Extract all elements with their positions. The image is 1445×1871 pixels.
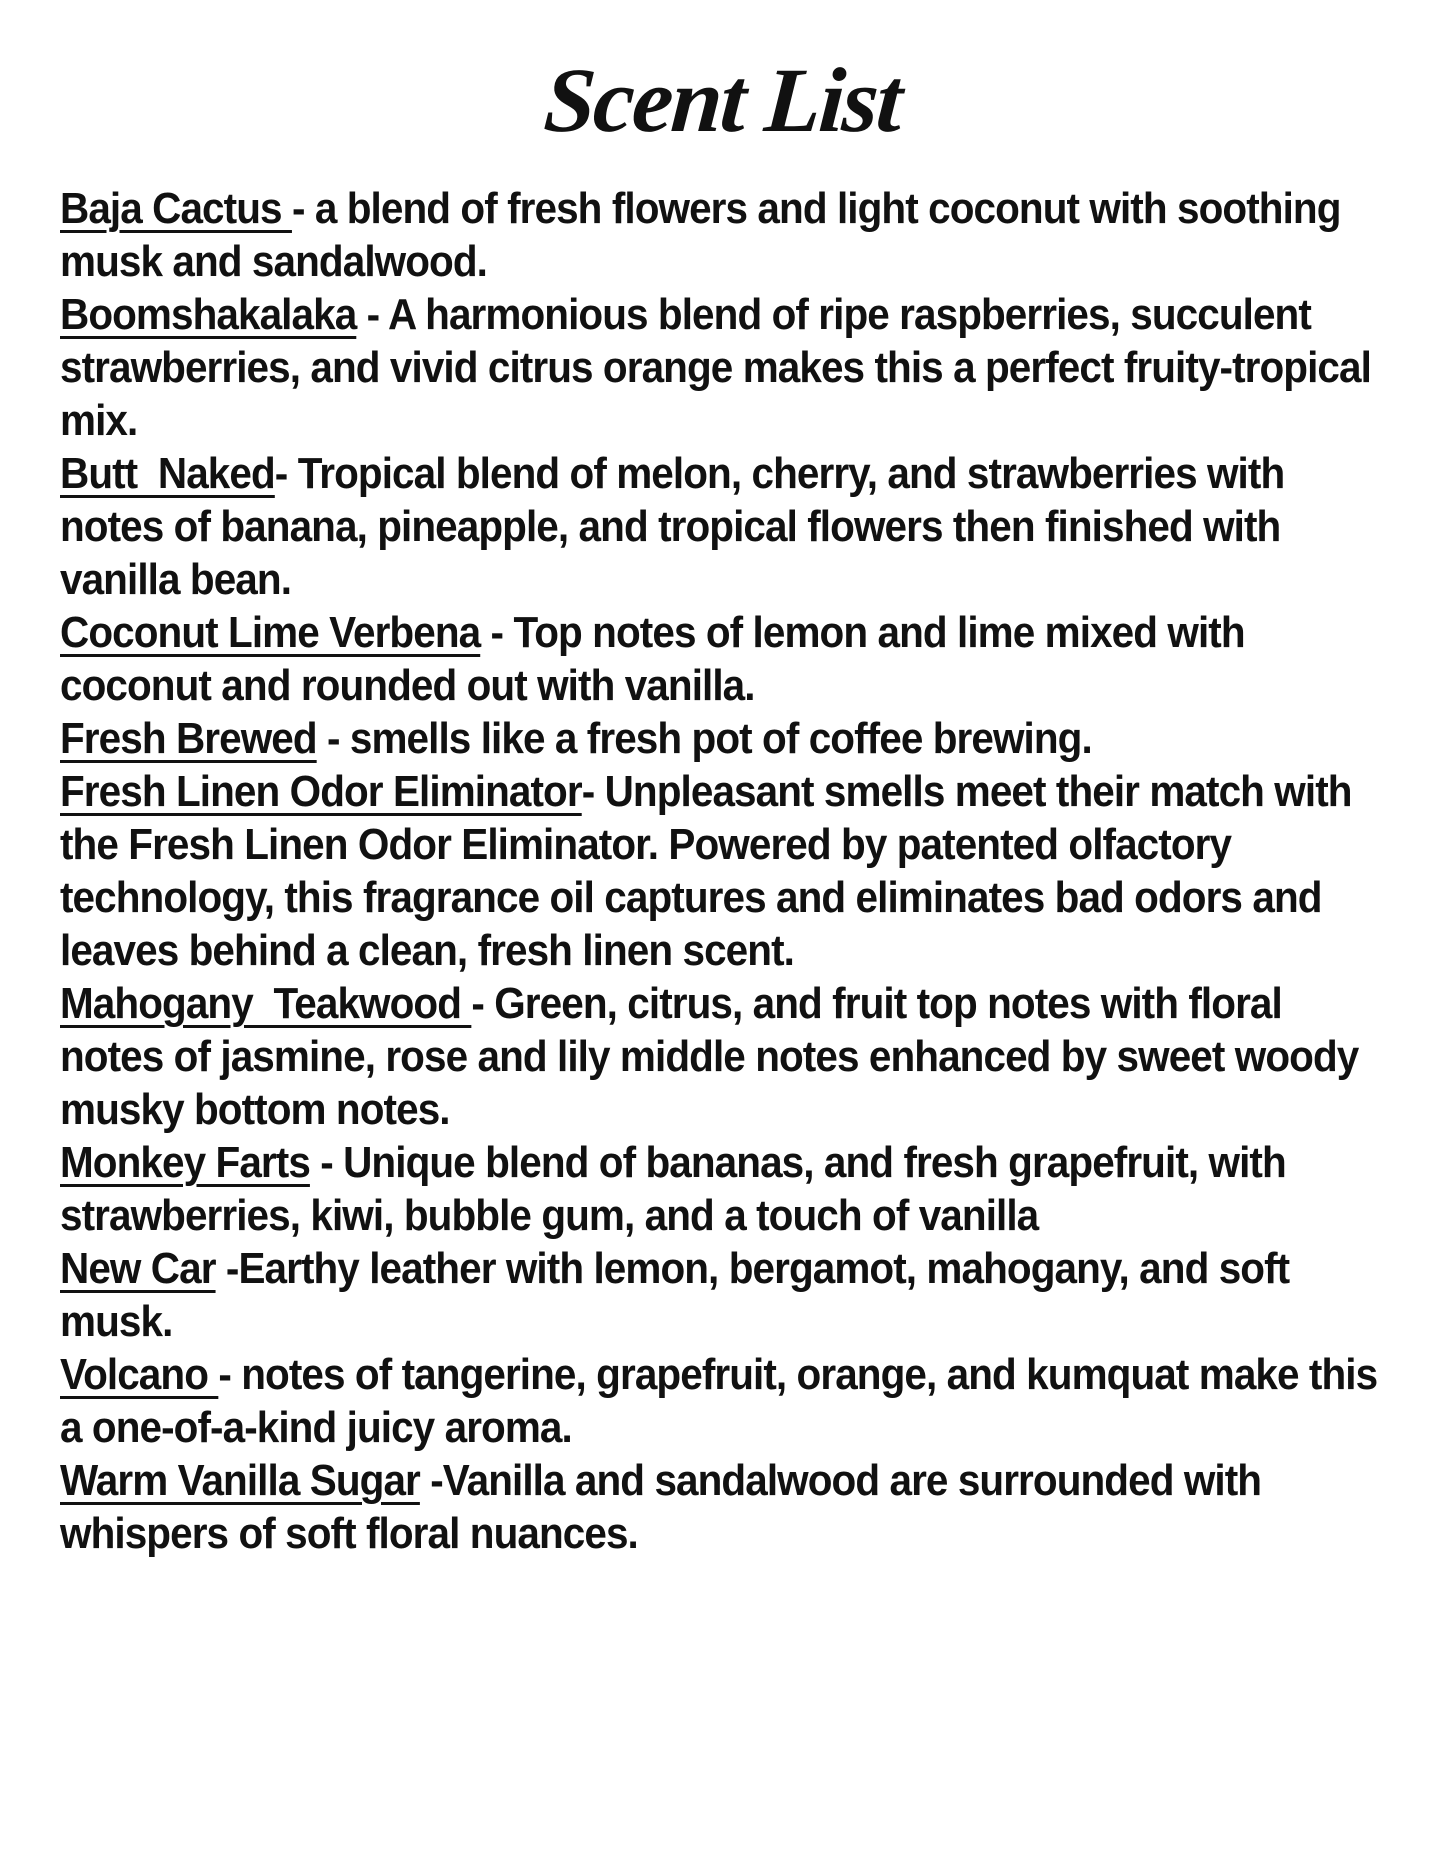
scent-name: Volcano — [60, 1350, 219, 1399]
scent-entry-mahogany-teakwood — [60, 977, 1394, 1136]
scent-entry-fresh-linen-odor-eliminator — [60, 765, 1394, 977]
scent-entry-warm-vanilla-sugar — [60, 1454, 1394, 1560]
scent-name: Butt Naked — [60, 449, 275, 498]
scent-entry-fresh-brewed — [60, 712, 1394, 765]
scent-entry-baja-cactus — [60, 182, 1394, 288]
page-title: Scent List — [541, 49, 904, 151]
scent-description: - Unpleasant smells meet their match with the Fresh Linen Odor Eliminator. Powered by patented olfactory technology, this fragrance oil captures and eliminates bad odors and leaves behind a clean, fresh linen scent. — [60, 767, 1362, 975]
scent-name: New Car — [60, 1244, 216, 1293]
scent-description: - Green, citrus, and fruit top notes with floral notes of jasmine, rose and lily middle notes enhanced by sweet woody musky bottom notes. — [60, 979, 1369, 1134]
scent-description: - Unique blend of bananas, and fresh grapefruit, with strawberries, kiwi, bubble gum, and a touch of vanilla — [60, 1138, 1297, 1240]
scent-name: Warm Vanilla Sugar — [60, 1456, 420, 1505]
scent-name: Fresh Linen Odor Eliminator — [60, 767, 582, 816]
scent-entry-monkey-farts — [60, 1136, 1394, 1242]
scent-description: - Tropical blend of melon, cherry, and strawberries with notes of banana, pineapple, and tropical flowers then finished with vanilla bean. — [60, 449, 1295, 604]
scent-entry-volcano — [60, 1348, 1394, 1454]
scent-description: -Earthy leather with lemon, bergamot, mahogany, and soft musk. — [60, 1244, 1300, 1346]
scent-description: - A harmonious blend of ripe raspberries, succulent strawberries, and vivid citrus orange makes this a perfect fruity-tropical mix. — [60, 290, 1382, 445]
scent-description: - Top notes of lemon and lime mixed with coconut and rounded out with vanilla. — [60, 608, 1255, 710]
scent-entry-boomshakalaka — [60, 288, 1394, 447]
scent-name: Fresh Brewed — [60, 714, 317, 763]
scent-entry-coconut-lime-verbena — [60, 606, 1394, 712]
scent-entry-new-car — [60, 1242, 1394, 1348]
scent-name: Boomshakalaka — [60, 290, 357, 339]
scent-description: - a blend of fresh flowers and light coconut with soothing musk and sandalwood. — [60, 184, 1351, 286]
scent-description: - smells like a fresh pot of coffee brewing. — [316, 714, 1092, 763]
scent-name: Baja Cactus — [60, 184, 292, 233]
scent-name: Monkey Farts — [60, 1138, 310, 1187]
scent-name: Coconut Lime Verbena — [60, 608, 481, 657]
scent-entry-butt-naked — [60, 447, 1394, 606]
scent-name: Mahogany Teakwood — [60, 979, 472, 1028]
scent-description: - notes of tangerine, grapefruit, orange, and kumquat make this a one-of-a-kind juicy aroma. — [60, 1350, 1388, 1452]
scent-description: -Vanilla and sandalwood are surrounded with whispers of soft floral nuances. — [60, 1456, 1272, 1558]
scent-list — [60, 182, 1394, 1560]
